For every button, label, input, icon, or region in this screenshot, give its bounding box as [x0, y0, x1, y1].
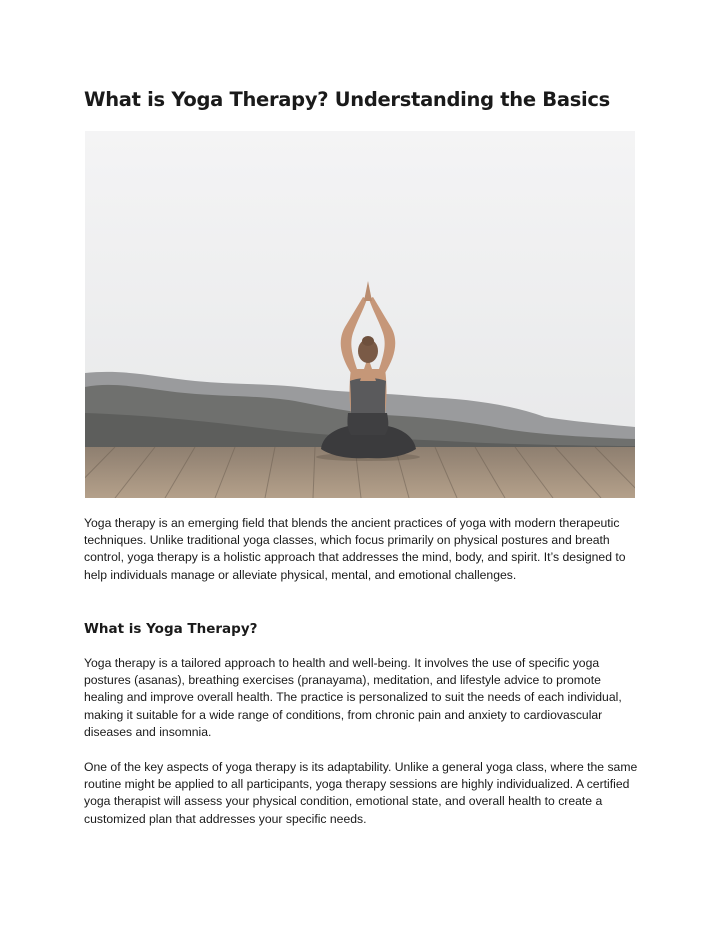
- section-paragraph-1: Yoga therapy is a tailored approach to health and well-being. It involves the use of specific yoga postures (asanas), breathing exercises (pranayama), meditation, and lifestyle advice to promote healing and improve overall health. The practice is personalized to suit the needs of each individual, making it suitable for a wide range of conditions, from chronic pain and anxiety to cardiovascular diseases and insomnia.: [84, 656, 622, 739]
- section-paragraph-2: One of the key aspects of yoga therapy is its adaptability. Unlike a general yoga class, where the same routine might be applied to all participants, yoga therapy sessions are highly individualized. A certified yoga therapist will assess your physical condition, emotional state, and overall health to create a customized plan that addresses your specific needs.: [84, 760, 638, 826]
- article-title: What is Yoga Therapy? Understanding the Basics: [84, 88, 610, 111]
- section-heading: What is Yoga Therapy?: [84, 621, 258, 637]
- intro-paragraph: Yoga therapy is an emerging field that blends the ancient practices of yoga with modern therapeutic techniques. Unlike traditional yoga classes, which focus primarily on physical postures and breath control, yoga therapy is a holistic approach that addresses the mind, body, and spirit. It’s designed to help individuals manage or alleviate physical, mental, and emotional challenges.: [84, 516, 626, 582]
- hero-image: [85, 131, 635, 498]
